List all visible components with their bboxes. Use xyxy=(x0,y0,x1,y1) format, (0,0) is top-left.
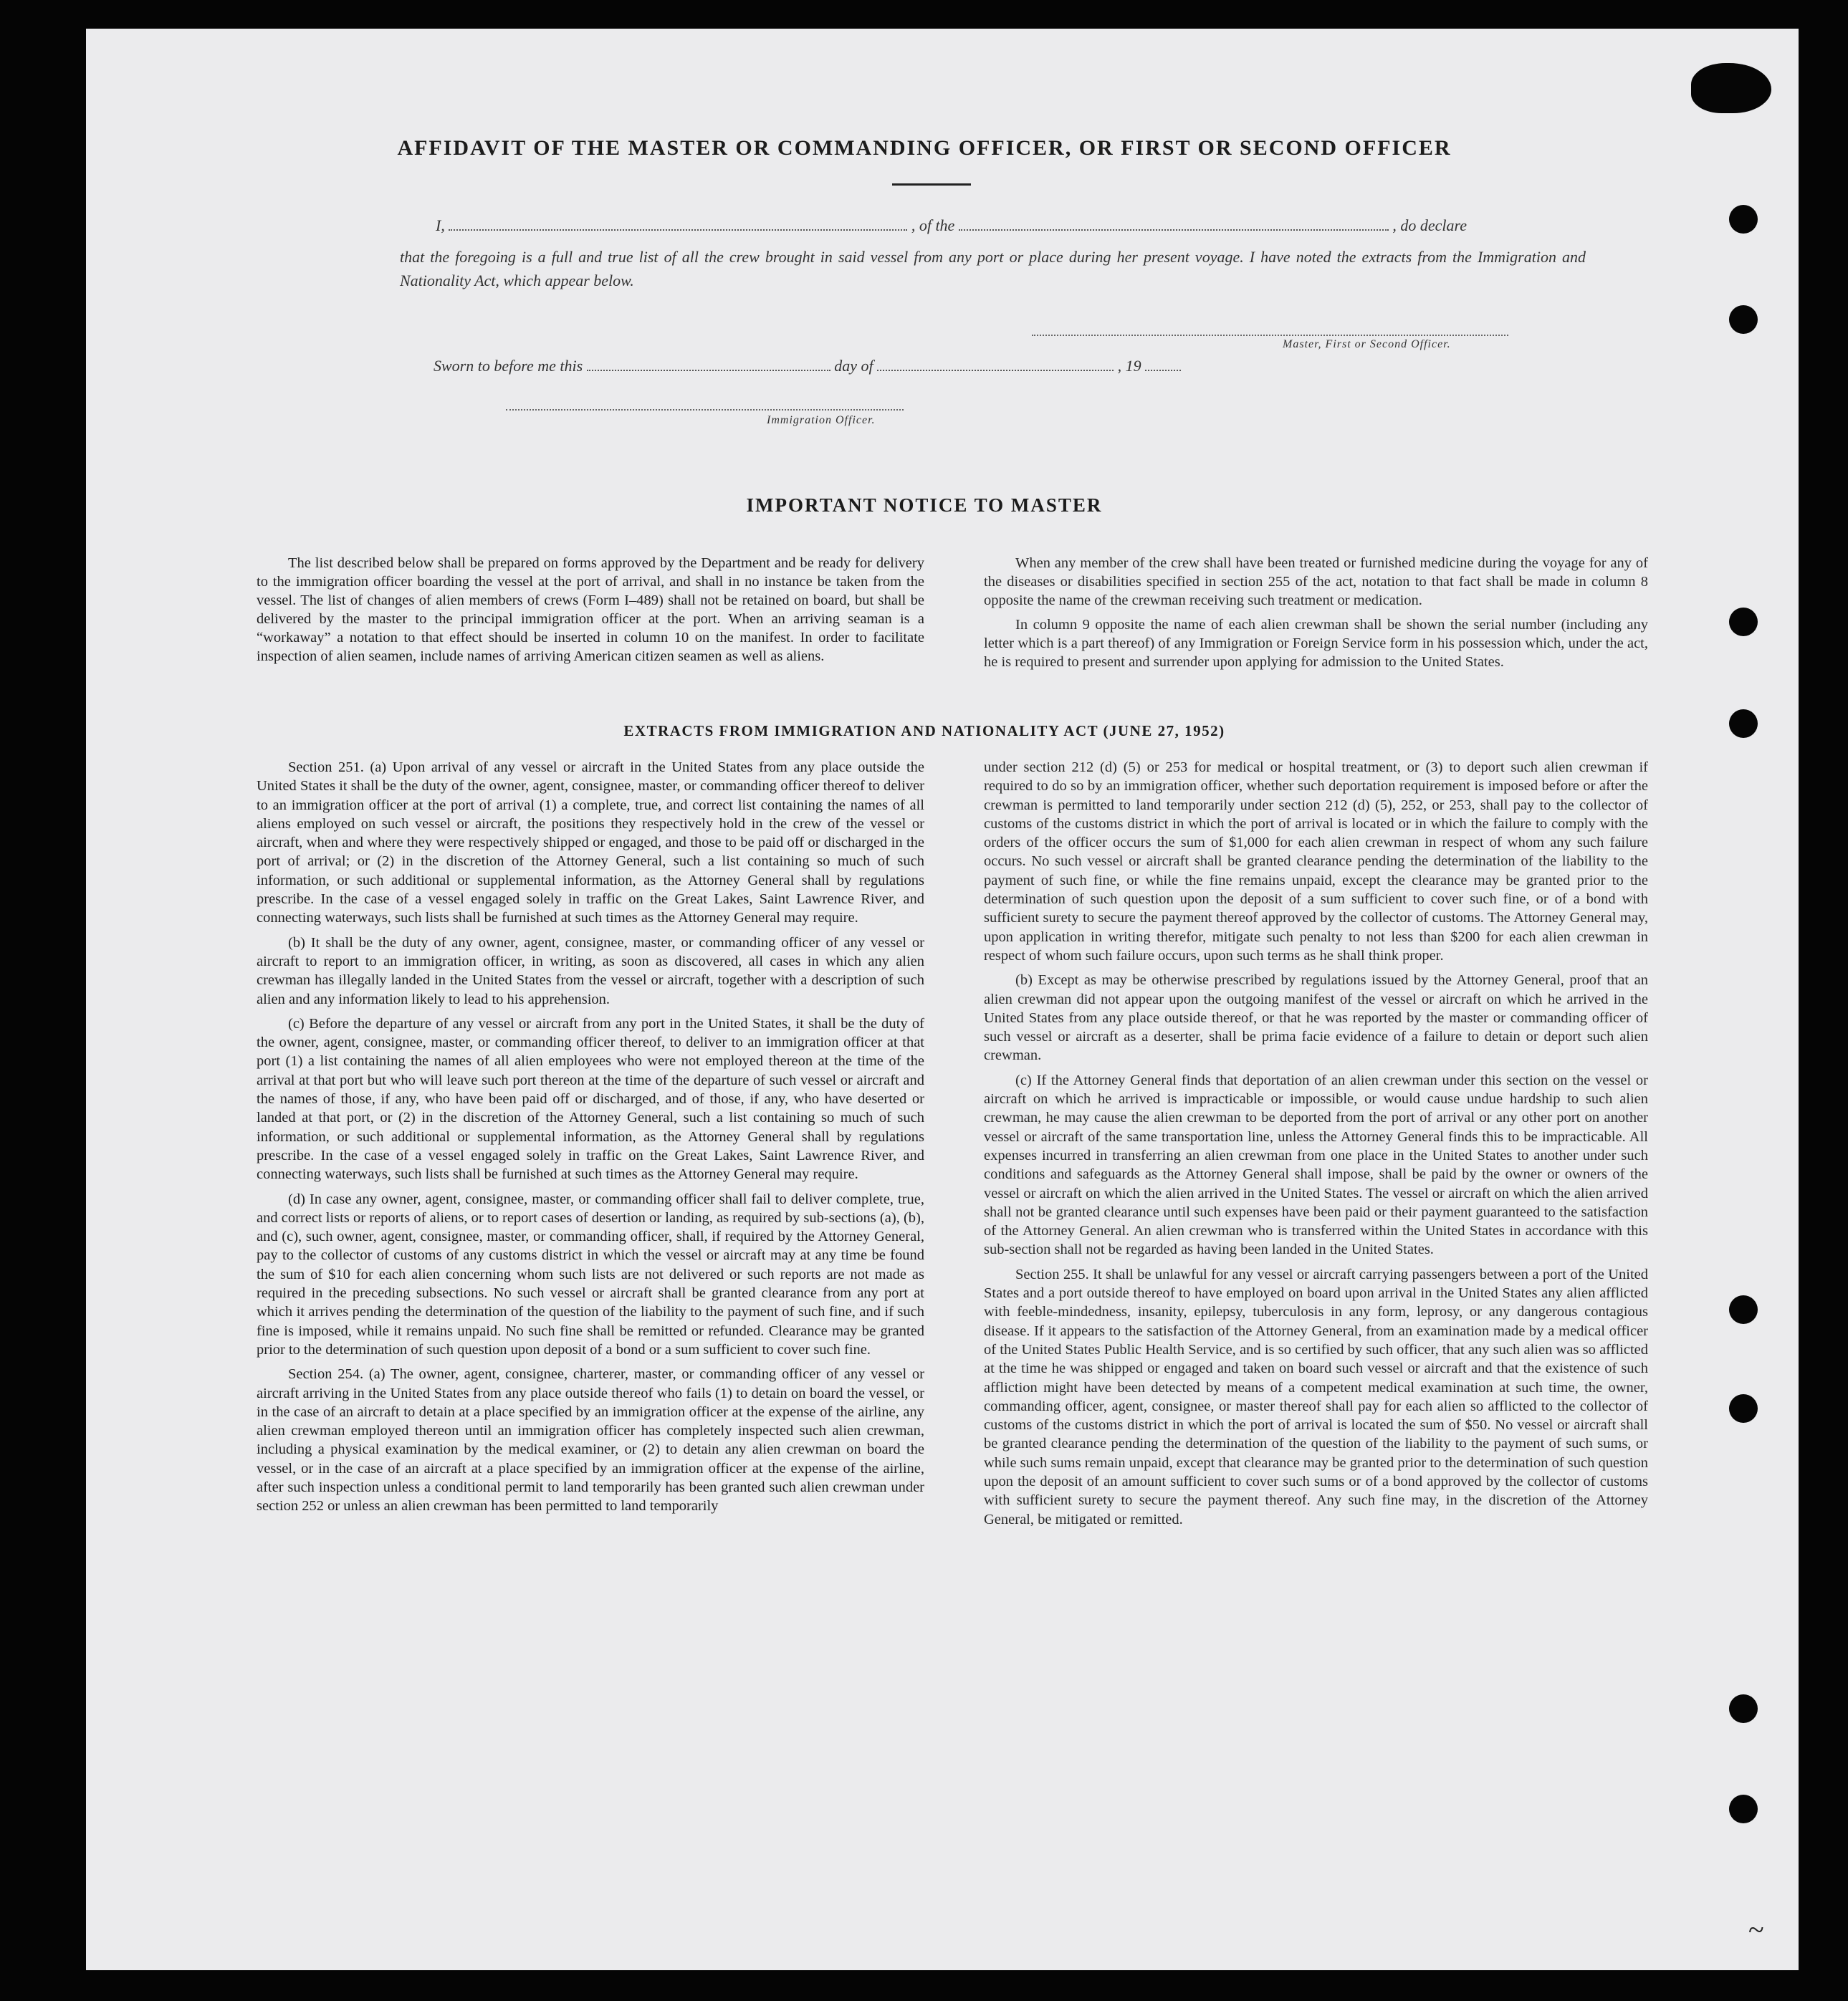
vessel-blank xyxy=(959,229,1389,231)
officer-signature-caption: Immigration Officer. xyxy=(767,414,876,426)
sworn-prefix: Sworn to before me this xyxy=(434,357,583,375)
notice-paragraph: In column 9 opposite the name of each alien crewman shall be shown the serial number (including any letter which is a part thereof) of any Immigration or Foreign Service form in his possession which, under the act, he is required to present and surrender upon applying for admission to the United States. xyxy=(984,617,1648,670)
punch-hole xyxy=(1729,1394,1758,1423)
master-signature-line xyxy=(1032,335,1508,336)
notice-left-column xyxy=(257,554,924,671)
extracts-title: EXTRACTS FROM IMMIGRATION AND NATIONALITY ACT (JUNE 27, 1952) xyxy=(623,722,1225,739)
torn-corner xyxy=(1691,63,1771,113)
affidavit-title: AFFIDAVIT OF THE MASTER OR COMMANDING OFFICER, OR FIRST OR SECOND OFFICER xyxy=(397,136,1452,160)
document-page xyxy=(86,29,1799,1970)
punch-hole xyxy=(1729,1694,1758,1723)
extract-paragraph: Section 254. (a) The owner, agent, consignee, charterer, master, or commanding officer of any vessel or aircraft arriving in the United States from any place outside thereof who fails (1) to detain on board the vessel, or in the case of an aircraft to detain at a place specified by an immigration officer at the expense of the airline, any alien crewman employed thereon until an immigration officer has completely inspected such alien crewman, including a physical examination by the medical examiner, or (2) to detain any alien crewman on board the vessel, or in the case of an aircraft at a place specified by an immigration officer at the expense of the airline, after such inspection unless a conditional permit to land temporarily has been granted such alien crewman under section 252 or unless an alien crewman has been permitted to land temporarily xyxy=(257,1366,924,1515)
declaration-i: I, xyxy=(436,216,445,234)
sworn-date-blank xyxy=(587,370,830,371)
extract-paragraph: (b) Except as may be otherwise prescribed by regulations issued by the Attorney General, proof that an alien crewman did not appear upon the outgoing manifest of the vessel or aircraft on which he arrived in the United States from any place outside thereof, or that he was reported by the master or commanding officer of such vessel or aircraft as a deserter, shall be prima facie evidence of a failure to detain or deport such alien crewman. xyxy=(984,972,1648,1064)
extract-paragraph: Section 251. (a) Upon arrival of any vessel or aircraft in the United States from any place outside the United States it shall be the duty of the owner, agent, consignee, master, or commanding officer thereof to deliver to an immigration officer at the port of arrival (1) a complete, true, and correct list containing the names of all aliens employed on such vessel or aircraft, the positions they respectively hold in the crew of the vessel or aircraft, when and where they were respectively shipped or engaged, and those to be paid off or discharged in the port of arrival; or (2) in the discretion of the Attorney General, such a list containing so much of such information, or such additional or supplemental information, as the Attorney General shall by regulations prescribe. In the case of a vessel engaged solely in traffic on the Great Lakes, Saint Lawrence River, and connecting waterways, such lists shall be furnished at such times as the Attorney General may require. xyxy=(257,759,924,926)
punch-hole xyxy=(1729,709,1758,738)
punch-hole xyxy=(1729,1295,1758,1324)
extract-paragraph: Section 255. It shall be unlawful for any vessel or aircraft carrying passengers between a port of the United States and a port outside thereof to have employed on board upon arrival in the United States any alien afflicted with feeble-mindedness, insanity, epilepsy, tuberculosis in any form, leprosy, or any dangerous contagious disease. If it appears to the satisfaction of the Attorney General, from an examination made by a medical officer of the United States Public Health Service, and is so certified by such officer, that any such alien was so afflicted at the time he was shipped or engaged and taken on board such vessel or aircraft and that the existence of such affliction might have been detected by means of a competent medical examination at such time, the owner, commanding officer, agent, consignee, or master thereof shall pay for each alien so afflicted to the collector of customs of the customs district in which the port of arrival is located the sum of $50. No vessel or aircraft shall be granted clearance pending the determination of the question of the liability to the payment of such sums, or while such sums remain unpaid, except that clearance may be granted prior to the determination of such question upon the deposit of an amount sufficient to cover such sums or of a bond approved by the collector of customs with sufficient surety to secure the payment thereof. Any such fine may, in the discretion of the Attorney General, be mitigated or remitted. xyxy=(984,1266,1648,1527)
extracts-right-column xyxy=(984,758,1648,1535)
notice-paragraph: When any member of the crew shall have been treated or furnished medicine during the voyage for any of the diseases or disabilities specified in section 255 of the act, notation to that fact shall be made in column 8 opposite the name of the crewman receiving such treatment or medication. xyxy=(984,555,1648,608)
declaration-text: that the foregoing is a full and true list of all the crew brought in said vessel from any port or place during her present voyage. I have noted the extracts from the Immigration and Nationality Act, which appear below. xyxy=(400,248,1586,289)
notice-paragraph: The list described below shall be prepared on forms approved by the Department and be ready for delivery to the immigration officer boarding the vessel at the port of arrival, and shall in no instance be taken from the vessel. The list of changes of alien members of crews (Form I–489) shall not be retained on board, but shall be delivered by the master to the principal immigration officer at the port. When an arriving seaman is a “workaway” a notation to that effect should be inserted in column 10 on the manifest. In order to facilitate inspection of alien seamen, include names of arriving American citizen seamen as well as aliens. xyxy=(257,555,924,664)
declaration-line xyxy=(436,216,1582,235)
declaration-of-the: , of the xyxy=(911,216,955,234)
sworn-line xyxy=(434,357,1181,375)
sworn-month-blank xyxy=(877,370,1114,371)
handwritten-mark: ~ xyxy=(1748,1914,1764,1946)
punch-hole xyxy=(1729,305,1758,334)
extracts-left-column xyxy=(257,758,924,1522)
notice-title: IMPORTANT NOTICE TO MASTER xyxy=(746,494,1103,516)
master-signature-caption: Master, First or Second Officer. xyxy=(1283,338,1451,350)
extract-paragraph: (c) If the Attorney General finds that deportation of an alien crewman under this section on the vessel or aircraft on which he arrived is impracticable or impossible, or would cause undue hardship to such alien crewman, he may cause the alien crewman to be deported from the port of arrival or any other port on another vessel or aircraft of the same transportation line, unless the Attorney General finds this to be impracticable. All expenses incurred in transferring an alien crewman from one place in the United States to another under such conditions and safeguards as the Attorney General shall impose, shall be paid by the owner or owners of the vessel or aircraft on which the alien arrived in the United States. The vessel or aircraft on which the alien arrived shall not be granted clearance until such expenses have been paid or their payment guaranteed to the satisfaction of the Attorney General. An alien crewman who is transferred within the United States in accordance with this sub-section shall not be regarded as having been landed in the United States. xyxy=(984,1072,1648,1258)
sworn-day-of: day of xyxy=(834,357,873,375)
extract-paragraph: (d) In case any owner, agent, consignee, master, or commanding officer shall fail to deliver complete, true, and correct lists or reports of aliens, or to report cases of desertion or landing, as required by sub-sections (a), (b), and (c), such owner, agent, consignee, master, or commanding officer, shall, if required by the Attorney General, pay to the collector of customs of any customs district in which the vessel or aircraft may at any time be found the sum of $10 for each alien concerning whom such lists are not delivered or such reports are not made as required in the preceding subsections. No such vessel or aircraft shall be granted clearance from any port at which it arrives pending the determination of the question of the liability to the payment of such fine, and if such fine is imposed, while it remains unpaid. No such fine shall be remitted or refunded. Clearance may be granted prior to the determination of such question upon deposit of a bond or a sum sufficient to cover such fine. xyxy=(257,1191,924,1358)
sworn-year: , 19 xyxy=(1117,357,1141,375)
extract-paragraph: (c) Before the departure of any vessel or aircraft from any port in the United States, it shall be the duty of the owner, agent, consignee, master, or commanding officer thereof, to deliver to an immigration officer at that port (1) a list containing the names of all alien employees who were not employed thereon at the time of the arrival at that port but who will leave such port thereon at the time of the departure of such vessel or aircraft and the names of those, if any, who have been paid off or discharged, and of those, if any, who have deserted or landed at that port, or (2) in the discretion of the Attorney General, such a list containing so much of such information, or such additional or supplemental information, as the Attorney General shall by regulations prescribe. In the case of a vessel engaged solely in traffic on the Great Lakes, Saint Lawrence River, and connecting waterways, such lists shall be furnished at such times as the Attorney General may require. xyxy=(257,1015,924,1183)
extract-paragraph: under section 212 (d) (5) or 253 for medical or hospital treatment, or (3) to deport such alien crewman if required to do so by an immigration officer, whether such deportation requirement is imposed before or after the crewman is permitted to land temporarily under section 212 (d) (5), 252, or 253, shall pay to the collector of customs of the customs district in which the port of arrival is located or in which the failure to comply with the orders of the officer occurs the sum of $1,000 for each alien crewman in respect of whom any such failure occurs. No such vessel or aircraft shall be granted clearance pending the determination of the liability to the payment of such fine, or while the fine remains unpaid, except the clearance may be granted prior to the determination of such question upon the deposit of a sum sufficient to cover such fine, or of a bond with sufficient surety to secure the payment thereof approved by the collector of customs. The Attorney General may, upon application in writing therefor, mitigate such penalty to not less than $200 for each alien crewman in respect of whom such failure occurs, upon such terms as he shall think proper. xyxy=(984,759,1648,964)
name-blank xyxy=(449,229,907,231)
sworn-year-blank xyxy=(1145,370,1181,371)
declaration-do-declare: , do declare xyxy=(1392,216,1467,234)
punch-hole xyxy=(1729,1795,1758,1823)
punch-hole xyxy=(1729,608,1758,636)
notice-right-column xyxy=(984,554,1648,677)
punch-hole xyxy=(1729,205,1758,234)
officer-signature-line xyxy=(506,409,904,411)
extract-paragraph: (b) It shall be the duty of any owner, agent, consignee, master, or commanding officer of any vessel or aircraft to report to an immigration officer, in writing, as soon as discovered, all cases in which any alien crewman has illegally landed in the United States from the vessel or aircraft, together with a description of such alien and any information likely to lead to his apprehension. xyxy=(257,934,924,1007)
title-rule xyxy=(892,183,971,186)
